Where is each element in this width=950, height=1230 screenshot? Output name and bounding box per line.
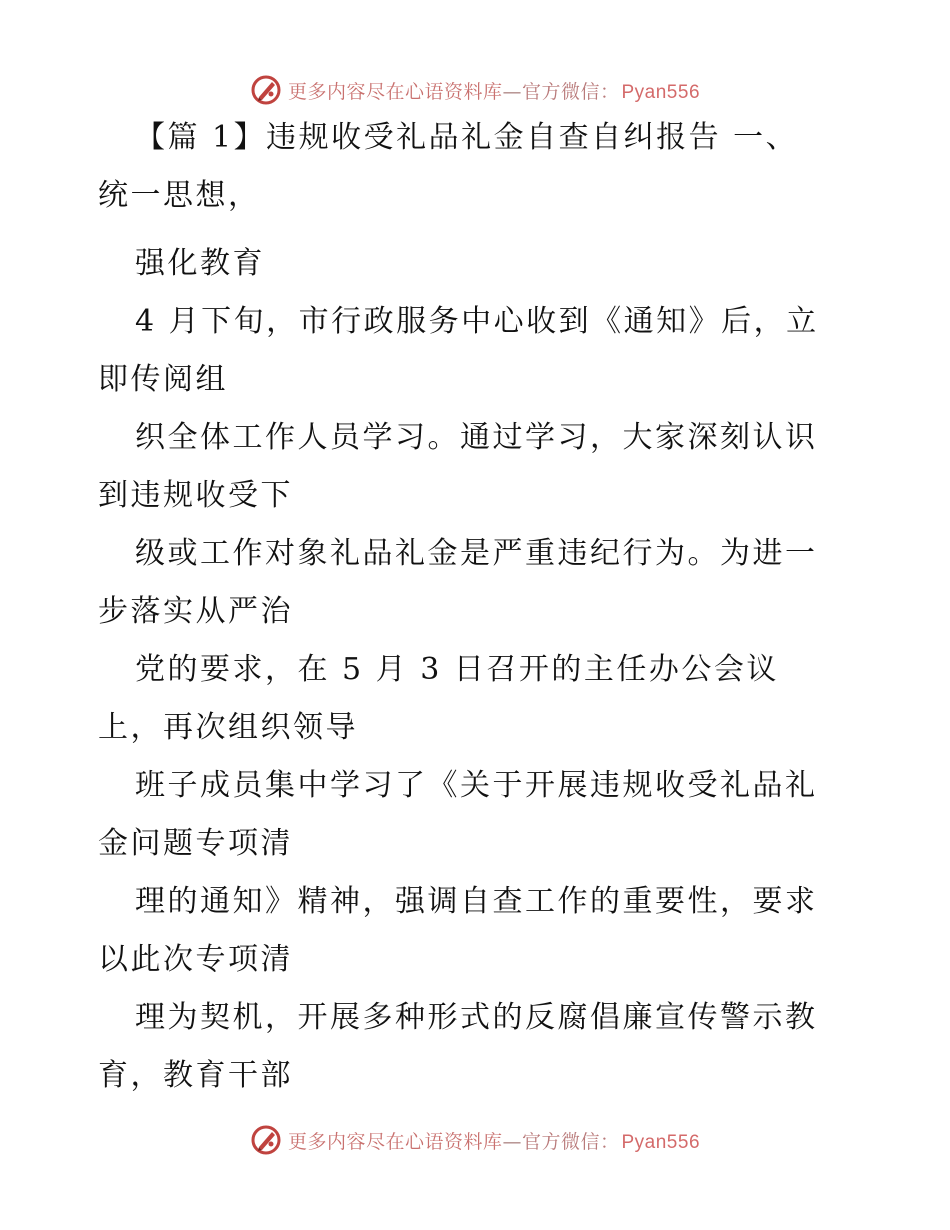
paragraph-line: 理的通知》精神，强调自查工作的重要性，要求 [135, 884, 818, 919]
header-banner [0, 70, 950, 110]
promo-text [288, 1127, 700, 1154]
promo-separator: — [502, 80, 522, 103]
paragraph-line: 上，再次组织领导 [98, 710, 358, 745]
promo-separator: — [502, 1130, 522, 1153]
paragraph-line: 理为契机，开展多种形式的反腐倡廉宣传警示教 [135, 1000, 818, 1035]
paragraph-line: 班子成员集中学习了《关于开展违规收受礼品礼 [135, 768, 818, 803]
paragraph-line: 强化教育 [135, 246, 265, 281]
paragraph-line: 【篇 1】违规收受礼品礼金自查自纠报告 一、 [135, 120, 799, 155]
promo-slogan: 更多内容尽在心语资料库 [287, 1130, 503, 1153]
promo-slogan: 更多内容尽在心语资料库 [287, 80, 503, 103]
paragraph-line: 级或工作对象礼品礼金是严重违纪行为。为进一 [135, 536, 818, 571]
paragraph-line: 即传阅组 [98, 362, 228, 397]
footer-banner [0, 1120, 950, 1160]
paragraph-line: 金问题专项清 [98, 826, 293, 861]
paragraph-line: 织全体工作人员学习。通过学习，大家深刻认识 [135, 420, 818, 455]
wechat-id: Pyan556 [621, 1131, 701, 1153]
wechat-label: 官方微信： [521, 1130, 620, 1153]
logo-icon [250, 1124, 282, 1156]
paragraph-line: 育，教育干部 [98, 1058, 293, 1093]
paragraph-line: 到违规收受下 [98, 478, 293, 513]
wechat-id: Pyan556 [621, 81, 701, 103]
paragraph-line: 4 月下旬，市行政服务中心收到《通知》后，立 [135, 304, 819, 339]
promo-text [288, 77, 700, 104]
logo-icon [250, 74, 282, 106]
wechat-label: 官方微信： [521, 80, 620, 103]
paragraph-line: 统一思想， [98, 178, 261, 213]
paragraph-line: 以此次专项清 [98, 942, 293, 977]
paragraph-line: 党的要求，在 5 月 3 日召开的主任办公会议 [135, 652, 779, 687]
paragraph-line: 步落实从严治 [98, 594, 293, 629]
